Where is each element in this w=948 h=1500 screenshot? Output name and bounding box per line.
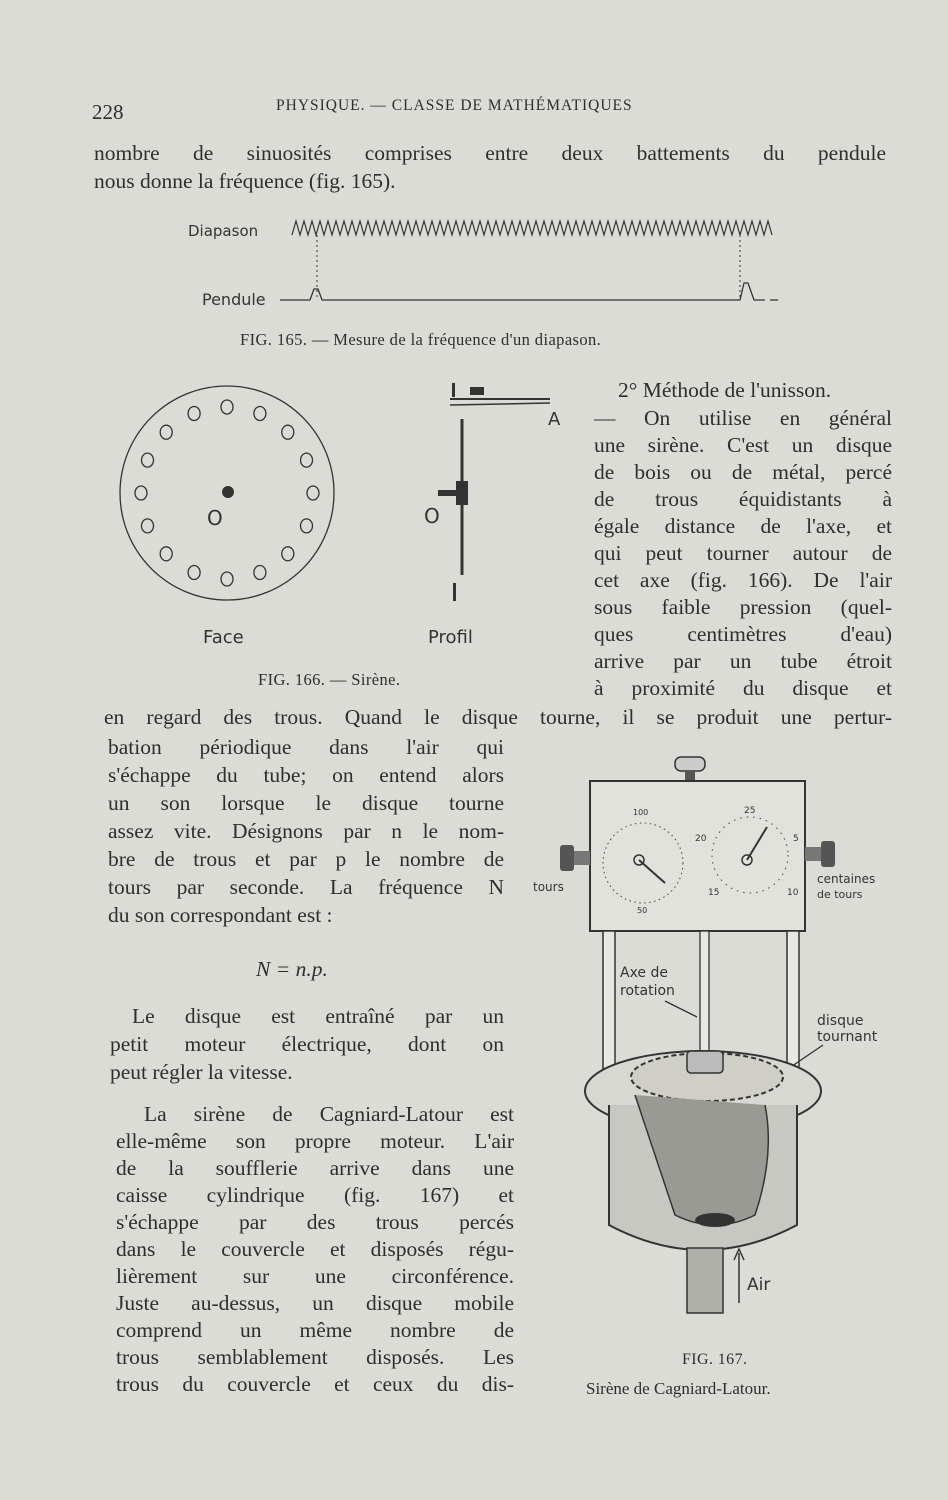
siren-hole	[254, 407, 266, 421]
dial-right-20: 20	[695, 834, 707, 844]
siren-hole	[160, 547, 172, 561]
left-a-7: du son correspondant est :	[108, 903, 333, 927]
profil-tube-head	[470, 387, 484, 395]
method2-line-3: de bois ou de métal, percé	[594, 460, 892, 484]
left-a-6: tours par seconde. La fréquence N	[108, 875, 504, 899]
siren-hole	[160, 425, 172, 439]
figure-165	[180, 205, 800, 320]
left-c-3: de la soufflerie arrive dans une	[116, 1156, 514, 1180]
siren-hole	[135, 486, 147, 500]
top-knob-stem	[685, 771, 695, 781]
left-a-1: bation périodique dans l'air qui	[108, 735, 504, 759]
fig166-center-o-face: O	[207, 506, 223, 530]
left-b-2: petit moteur électrique, dont on	[110, 1032, 504, 1056]
left-c-10: trous semblablement disposés. Les	[116, 1345, 514, 1369]
fig166-label-a: A	[548, 409, 560, 430]
axis-rod	[700, 931, 709, 1061]
siren-hole	[188, 566, 200, 580]
left-c-6: dans le couvercle et disposés régu-	[116, 1237, 514, 1261]
fig167-label-axe: Axe de	[620, 965, 668, 981]
rod-left	[603, 931, 615, 1081]
siren-hole	[142, 453, 154, 467]
method2-line-1: — On utilise en général	[594, 406, 892, 430]
axe-pointer	[665, 1001, 697, 1017]
method2-line-6: qui peut tourner autour de	[594, 541, 892, 565]
fig167-label-disque: disque	[817, 1013, 864, 1029]
left-c-11: trous du couvercle et ceux du dis-	[116, 1372, 514, 1396]
diapason-waveform	[292, 221, 772, 235]
method2-line-9: ques centimètres d'eau)	[594, 622, 892, 646]
method2-line-11: à proximité du disque et	[594, 676, 892, 700]
left-c-2: elle-même son propre moteur. L'air	[116, 1129, 514, 1153]
left-c-5: s'échappe par des trous percés	[116, 1210, 514, 1234]
left-c-9: comprend un même nombre de	[116, 1318, 514, 1342]
left-c-7: lièrement sur une circonférence.	[116, 1264, 514, 1288]
left-a-4: assez vite. Désignons par n le nom-	[108, 819, 504, 843]
intro-line-2: nous donne la fréquence (fig. 165).	[94, 169, 396, 193]
intro-line-1: nombre de sinuosités comprises entre deux battements du pendule	[94, 141, 886, 165]
fig167-label-rotation: rotation	[620, 983, 675, 999]
siren-hole	[188, 407, 200, 421]
fig165-label-pendule: Pendule	[202, 290, 266, 309]
dial-right-25: 25	[744, 806, 756, 816]
left-c-4: caisse cylindrique (fig. 167) et	[116, 1183, 514, 1207]
page-number: 228	[92, 100, 124, 124]
rod-right	[787, 931, 799, 1081]
siren-hole	[301, 519, 313, 533]
top-knob	[675, 757, 705, 771]
fig167-label-centaines: centaines	[817, 872, 876, 886]
right-knob	[821, 841, 835, 867]
method2-line-2: une sirène. C'est un disque	[594, 433, 892, 457]
left-c-1: La sirène de Cagniard-Latour est	[144, 1102, 514, 1126]
fig165-caption: FIG. 165. — Mesure de la fréquence d'un diapason.	[240, 330, 602, 349]
dial-left-50: 50	[637, 906, 648, 915]
method2-line-7: cet axe (fig. 166). De l'air	[594, 568, 892, 592]
dial-right-5: 5	[793, 834, 799, 844]
siren-hole	[282, 425, 294, 439]
method2-line-5: égale distance de l'axe, et	[594, 514, 892, 538]
figure-167	[525, 755, 905, 1345]
cylinder-base-hole	[695, 1213, 735, 1227]
left-c-8: Juste au-dessus, un disque mobile	[116, 1291, 514, 1315]
left-a-3: un son lorsque le disque tourne	[108, 791, 504, 815]
dial-right-15: 15	[708, 888, 720, 898]
fig167-label-tours: tours	[533, 880, 564, 894]
counter-box	[590, 781, 805, 931]
fig166-caption: FIG. 166. — Sirène.	[258, 670, 401, 689]
siren-hole	[307, 486, 319, 500]
left-a-5: bre de trous et par p le nombre de	[108, 847, 504, 871]
profil-tube-2	[450, 403, 550, 405]
method2-line-8: sous faible pression (quel-	[594, 595, 892, 619]
fig167-caption-text: Sirène de Cagniard-Latour.	[586, 1379, 771, 1398]
siren-hole	[282, 547, 294, 561]
left-b-1: Le disque est entraîné par un	[132, 1004, 504, 1028]
siren-axis-dot	[222, 486, 234, 498]
fig167-caption-num: FIG. 167.	[682, 1351, 748, 1368]
left-knob	[560, 845, 574, 871]
siren-hole	[221, 572, 233, 586]
fig167-label-tournant: tournant	[817, 1029, 878, 1045]
air-inlet	[687, 1248, 723, 1313]
left-b-3: peut régler la vitesse.	[110, 1060, 293, 1084]
right-knob-stem	[805, 847, 821, 861]
dial-right-10: 10	[787, 888, 799, 898]
method2-line-4: de trous équidistants à	[594, 487, 892, 511]
profil-top-tab	[452, 383, 455, 397]
method2-line-10: arrive par un tube étroit	[594, 649, 892, 673]
fig166-label-face: Face	[203, 627, 244, 648]
method2-full-line: en regard des trous. Quand le disque tourne, il se produit une pertur-	[104, 705, 892, 729]
formula: N = n.p.	[256, 957, 328, 981]
left-a-2: s'échappe du tube; on entend alors	[108, 763, 504, 787]
fig167-label-de-tours: de tours	[817, 888, 863, 901]
profil-axis-bottom	[453, 583, 456, 601]
left-knob-stem	[574, 851, 590, 865]
hub	[687, 1051, 723, 1073]
siren-hole	[221, 400, 233, 414]
figure-166	[110, 375, 560, 655]
pendule-trace	[280, 283, 778, 300]
profil-hub-2	[456, 481, 468, 505]
siren-hole	[301, 453, 313, 467]
siren-hole	[254, 566, 266, 580]
dial-left-100: 100	[633, 808, 649, 817]
running-title: PHYSIQUE. — CLASSE DE MATHÉMATIQUES	[276, 97, 633, 114]
fig167-label-air: Air	[747, 1275, 771, 1295]
fig166-center-o-profil: O	[424, 504, 440, 528]
siren-hole	[142, 519, 154, 533]
fig166-label-profil: Profil	[428, 627, 473, 648]
fig165-label-diapason: Diapason	[188, 222, 259, 240]
method2-heading: 2° Méthode de l'unisson.	[618, 378, 832, 402]
